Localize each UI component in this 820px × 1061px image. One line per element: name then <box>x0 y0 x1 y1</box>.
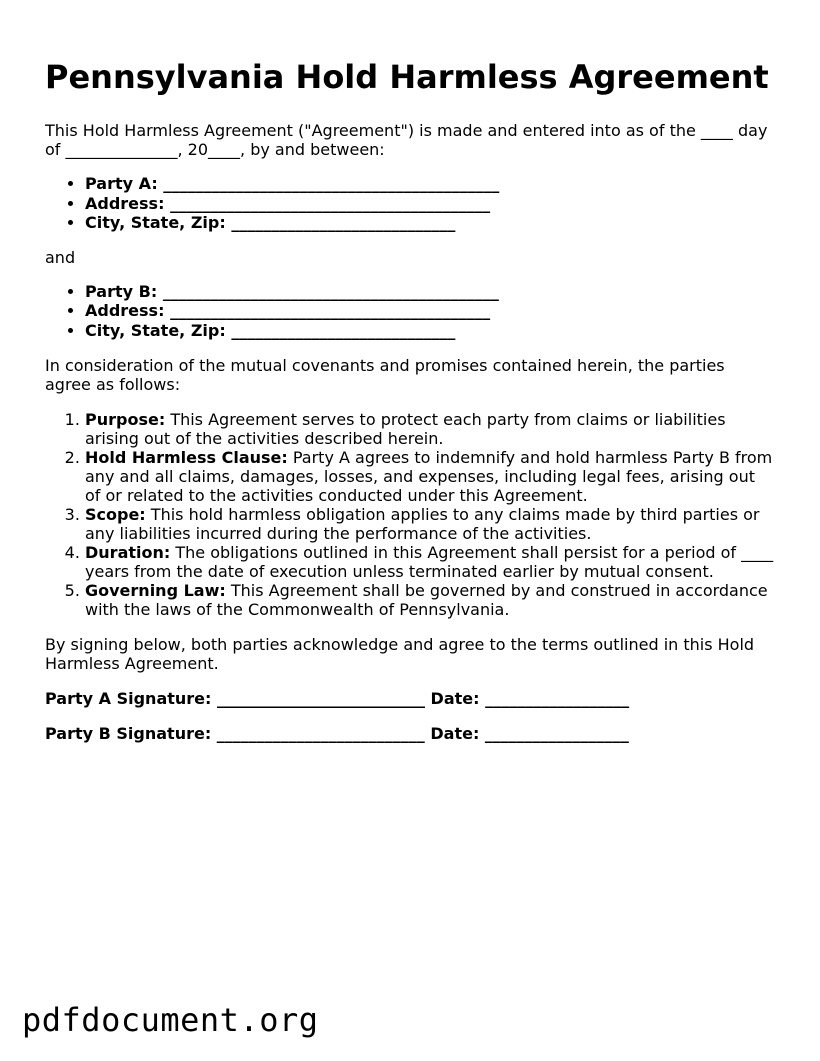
consideration-paragraph: In consideration of the mutual covenants and promises contained herein, the parties agree as follows: <box>45 356 725 394</box>
term-text: This Agreement serves to protect each party from claims or liabilities arising out of the activities described herein. <box>85 410 726 448</box>
document-page <box>45 58 775 743</box>
party-a-name-field[interactable] <box>85 174 775 194</box>
term-text: This Agreement shall be governed by and construed in accordance with the laws of the Commonwealth of Pennsylvania. <box>85 581 768 619</box>
term-heading: Hold Harmless Clause: <box>85 448 288 467</box>
field-blank[interactable]: __________________________________________ <box>162 281 499 301</box>
field-label: City, State, Zip: <box>85 320 226 340</box>
and-text: and <box>45 247 76 267</box>
term-scope <box>85 505 775 543</box>
party-a-signature-line[interactable]: Party A Signature: __________________________ Date: __________________ <box>45 689 630 708</box>
terms-list <box>45 410 775 619</box>
term-text: This hold harmless obligation applies to any claims made by third parties or any liabilities incurred during the performance of the activities. <box>85 505 760 543</box>
term-heading: Governing Law: <box>85 581 226 600</box>
field-blank[interactable]: ________________________________________ <box>170 193 491 213</box>
term-hold-harmless-clause <box>85 448 775 505</box>
party-b-address-field[interactable] <box>85 301 775 321</box>
term-heading: Duration: <box>85 543 171 562</box>
party-b-city-state-zip-field[interactable] <box>85 321 775 341</box>
field-blank[interactable]: __________________________________________ <box>163 174 500 193</box>
field-blank[interactable]: ____________________________ <box>231 213 456 232</box>
term-text: Party A agrees to indemnify and hold harmless Party B from any and all claims, damages, losses, and expenses, including legal fees, arising out of or related to the activities conducted under this Agreement. <box>85 448 773 505</box>
field-label: Address: <box>85 301 165 320</box>
field-label: Party B: <box>85 281 158 301</box>
party-a-city-state-zip-field[interactable] <box>85 213 775 233</box>
party-b-name-field[interactable] <box>85 282 775 302</box>
party-a-list <box>45 174 775 233</box>
field-label: City, State, Zip: <box>85 213 226 232</box>
closing-paragraph: By signing below, both parties acknowledge and agree to the terms outlined in this Hold Harmless Agreement. <box>45 635 755 673</box>
party-b-signature-line[interactable]: Party B Signature: __________________________ Date: __________________ <box>45 724 629 743</box>
intro-paragraph: This Hold Harmless Agreement ("Agreement") is made and entered into as of the ____ day of ______________, 20____, by and between: <box>45 121 768 159</box>
field-label: Address: <box>85 193 165 213</box>
term-heading: Scope: <box>85 505 146 524</box>
footer-watermark: pdfdocument.org <box>22 1001 319 1039</box>
party-a-address-field[interactable] <box>85 194 775 214</box>
term-purpose <box>85 410 775 448</box>
term-text: The obligations outlined in this Agreement shall persist for a period of ____ years from the date of execution unless terminated earlier by mutual consent. <box>85 543 774 581</box>
term-duration <box>85 543 775 581</box>
document-title: Pennsylvania Hold Harmless Agreement <box>45 58 769 96</box>
term-governing-law <box>85 581 775 619</box>
term-heading: Purpose: <box>85 410 166 429</box>
field-blank[interactable]: ________________________________________ <box>170 301 491 320</box>
party-b-list <box>45 282 775 341</box>
field-label: Party A: <box>85 174 158 193</box>
field-blank[interactable]: ____________________________ <box>231 320 456 340</box>
